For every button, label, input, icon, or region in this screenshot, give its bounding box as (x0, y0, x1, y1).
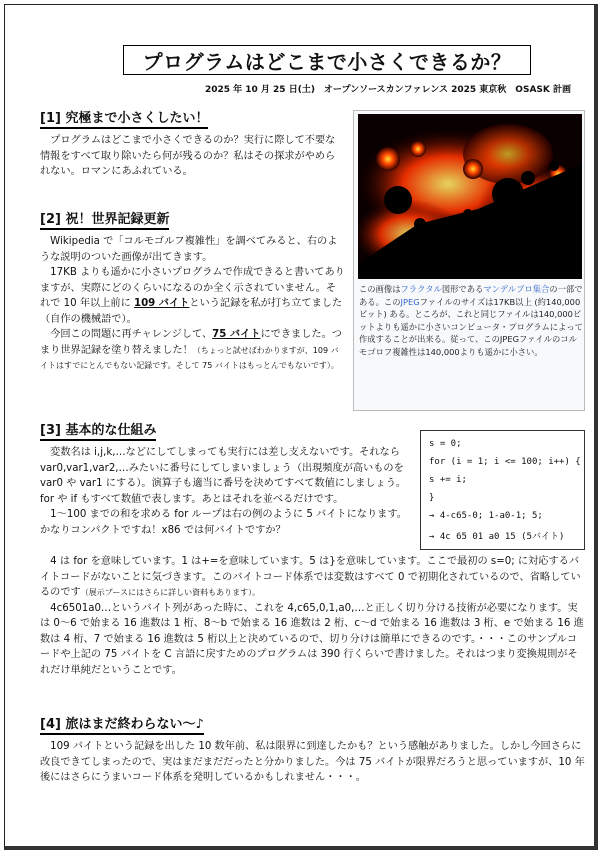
p2-text-a: 17KB よりも遥かに小さいプログラムで作成できると書いてありますが、実際にどのくらいになるのか全く示されていません。それで 10 年以上前に (40, 267, 345, 309)
section-1-body (40, 133, 345, 180)
section-2-paragraph-2 (40, 265, 345, 327)
section-1-paragraph: プログラムはどこまで小さくできるのか？実行に際して不要な情報をすべて取り除いたら何が残るのか？私はその探求がやめられない。ロマンにあふれている。 (40, 135, 336, 177)
link-mandelbrot-set[interactable]: マンデルブロ集合 (483, 284, 550, 294)
caption-text-3: の一部である。この (359, 284, 583, 307)
figure-caption (359, 283, 583, 359)
p3-text-c: にできました。つまり世界記録を塗り替えました！ (40, 329, 342, 356)
record-109-bytes: 109 バイト (134, 298, 190, 309)
section-3-heading: [3] 基本的な仕組み (40, 419, 156, 441)
code-line-6: → 4c 65 01 a0 15 (5バイト) (429, 532, 565, 542)
code-line-4: } (429, 493, 435, 503)
caption-text-2: 図形である (441, 284, 484, 294)
caption-text-4: ファイルのサイズは17KB以上 (約140,000ビット) ある。ところが、これと同じファイルは140,000ビットよりも遥かに小さいコンピュータ・プログラムによって作成することが出来る。従って、このJPEGファイルのコルモゴロフ複雑性は140,000よりも遥かに小さい。 (359, 296, 583, 357)
code-line-3: s += i; (429, 475, 467, 485)
p3-booth-note: （展示ブースにはさらに詳しい資料もあります）。 (80, 588, 261, 597)
section-4-heading: [4] 旅はまだ終わらない～♪ (40, 713, 204, 735)
p3-note: （ちょっと試せばわかりますが、109 バイトはすでにとんでもない記録です。そして 75 バイトはもっとんでもないです）。 (40, 345, 339, 370)
section-3-body-wide (40, 554, 586, 678)
p3-text-a: 今回この問題に再チャレンジして、 (40, 329, 213, 340)
event-subtitle: 2025 年 10 月 25 日(土) オープンソースカンファレンス 2025 東京秋 OSASK 計画 (204, 85, 571, 95)
section-2-heading: [2] 祝！世界記録更新 (40, 208, 169, 230)
section-4-paragraph: 109 バイトという記録を出した 10 数年前、私は限界に到達したかも？という感触がありました。しかし今回さらに改良できてしまったので、実はまだまだだったと分かりました。今は 75 バイトが限界だろうと思っていますが、10 年後にはさらにうまいコード体系を発明しているかもしれません・・・。 (40, 741, 585, 783)
caption-text-1: この画像は (359, 284, 401, 294)
section-3-body-narrow (40, 445, 413, 538)
section-2-body (40, 234, 345, 374)
section-1-heading: [1] 究極まで小さくしたい！ (40, 107, 208, 129)
section-3-paragraph-1: 変数名は i,j,k,…などにしてしまっても実行には差し支えないです。それなら var0,var1,var2,…みたいに番号にしてしまいましょう（出現頻度が高いものを var0 や var1 にする）。演算子も適当に番号を決めてすべて数値にしましょう。for や if もすべて数値で表します。あとはそれを並べるだけです。 (40, 447, 407, 505)
wikipedia-figure (353, 110, 585, 411)
section-3-paragraph-4: 4c6501a0…というバイト列があった時に、これを 4,c65,0,1,a0,…と正しく切り分ける技術が必要になります。実は 0～6 で始まる 16 進数は 1 桁、8～b で始まる 16 進数は 2 桁、c～d で始まる 16 進数は 3 桁、e で始まる 16 進数は 4 桁、7 で始まる 16 進数は 5 桁以上と決めているので、切り分けは簡単にできるのです。・・・このサンプルコードや上記の 75 バイトを C 言語に戻すためのプログラムは 390 行くらいで書けました。それはつまり変換規則がそれだけ単純だということです。 (40, 602, 584, 676)
section-2-paragraph-3 (40, 327, 345, 374)
p2-text-c: という記録を私が打ち立てました（自作の機械語で）。 (40, 298, 343, 325)
link-jpeg[interactable]: JPEG (400, 296, 420, 307)
code-line-2: for (i = 1; i <= 100; i++) { (429, 457, 581, 467)
section-2-paragraph-1: Wikipedia で「コルモゴルフ複雑性」を調べてみると、右のような説明のついた画像が出てきます。 (40, 236, 338, 263)
code-line-5: → 4-c65-0; 1-a0-1; 5; (429, 511, 543, 521)
p3-text: 4 は for を意味しています。1 は+=を意味しています。5 は}を意味しています。ここで最初の s=0; に対応するバイトコードがないことに気づきます。このバイトコード体系では変数はすべて 0 で初期化されているので、省略しているのです (40, 556, 581, 598)
record-75-bytes: 75 バイト (212, 329, 261, 340)
section-3-paragraph-2: 1～100 までの和を求める for ループは右の例のように 5 バイトになります。かなりコンパクトですね！x86 では何バイトですか？ (40, 509, 407, 536)
page-title: プログラムはどこまで小さくできるか？ (123, 45, 531, 75)
section-3-paragraph-3 (40, 554, 586, 601)
link-fractal[interactable]: フラクタル (400, 284, 442, 294)
code-line-1: s = 0; (429, 439, 462, 449)
section-4-body (40, 739, 586, 786)
code-example-box (420, 430, 585, 550)
mandelbrot-fractal-image (358, 114, 582, 279)
